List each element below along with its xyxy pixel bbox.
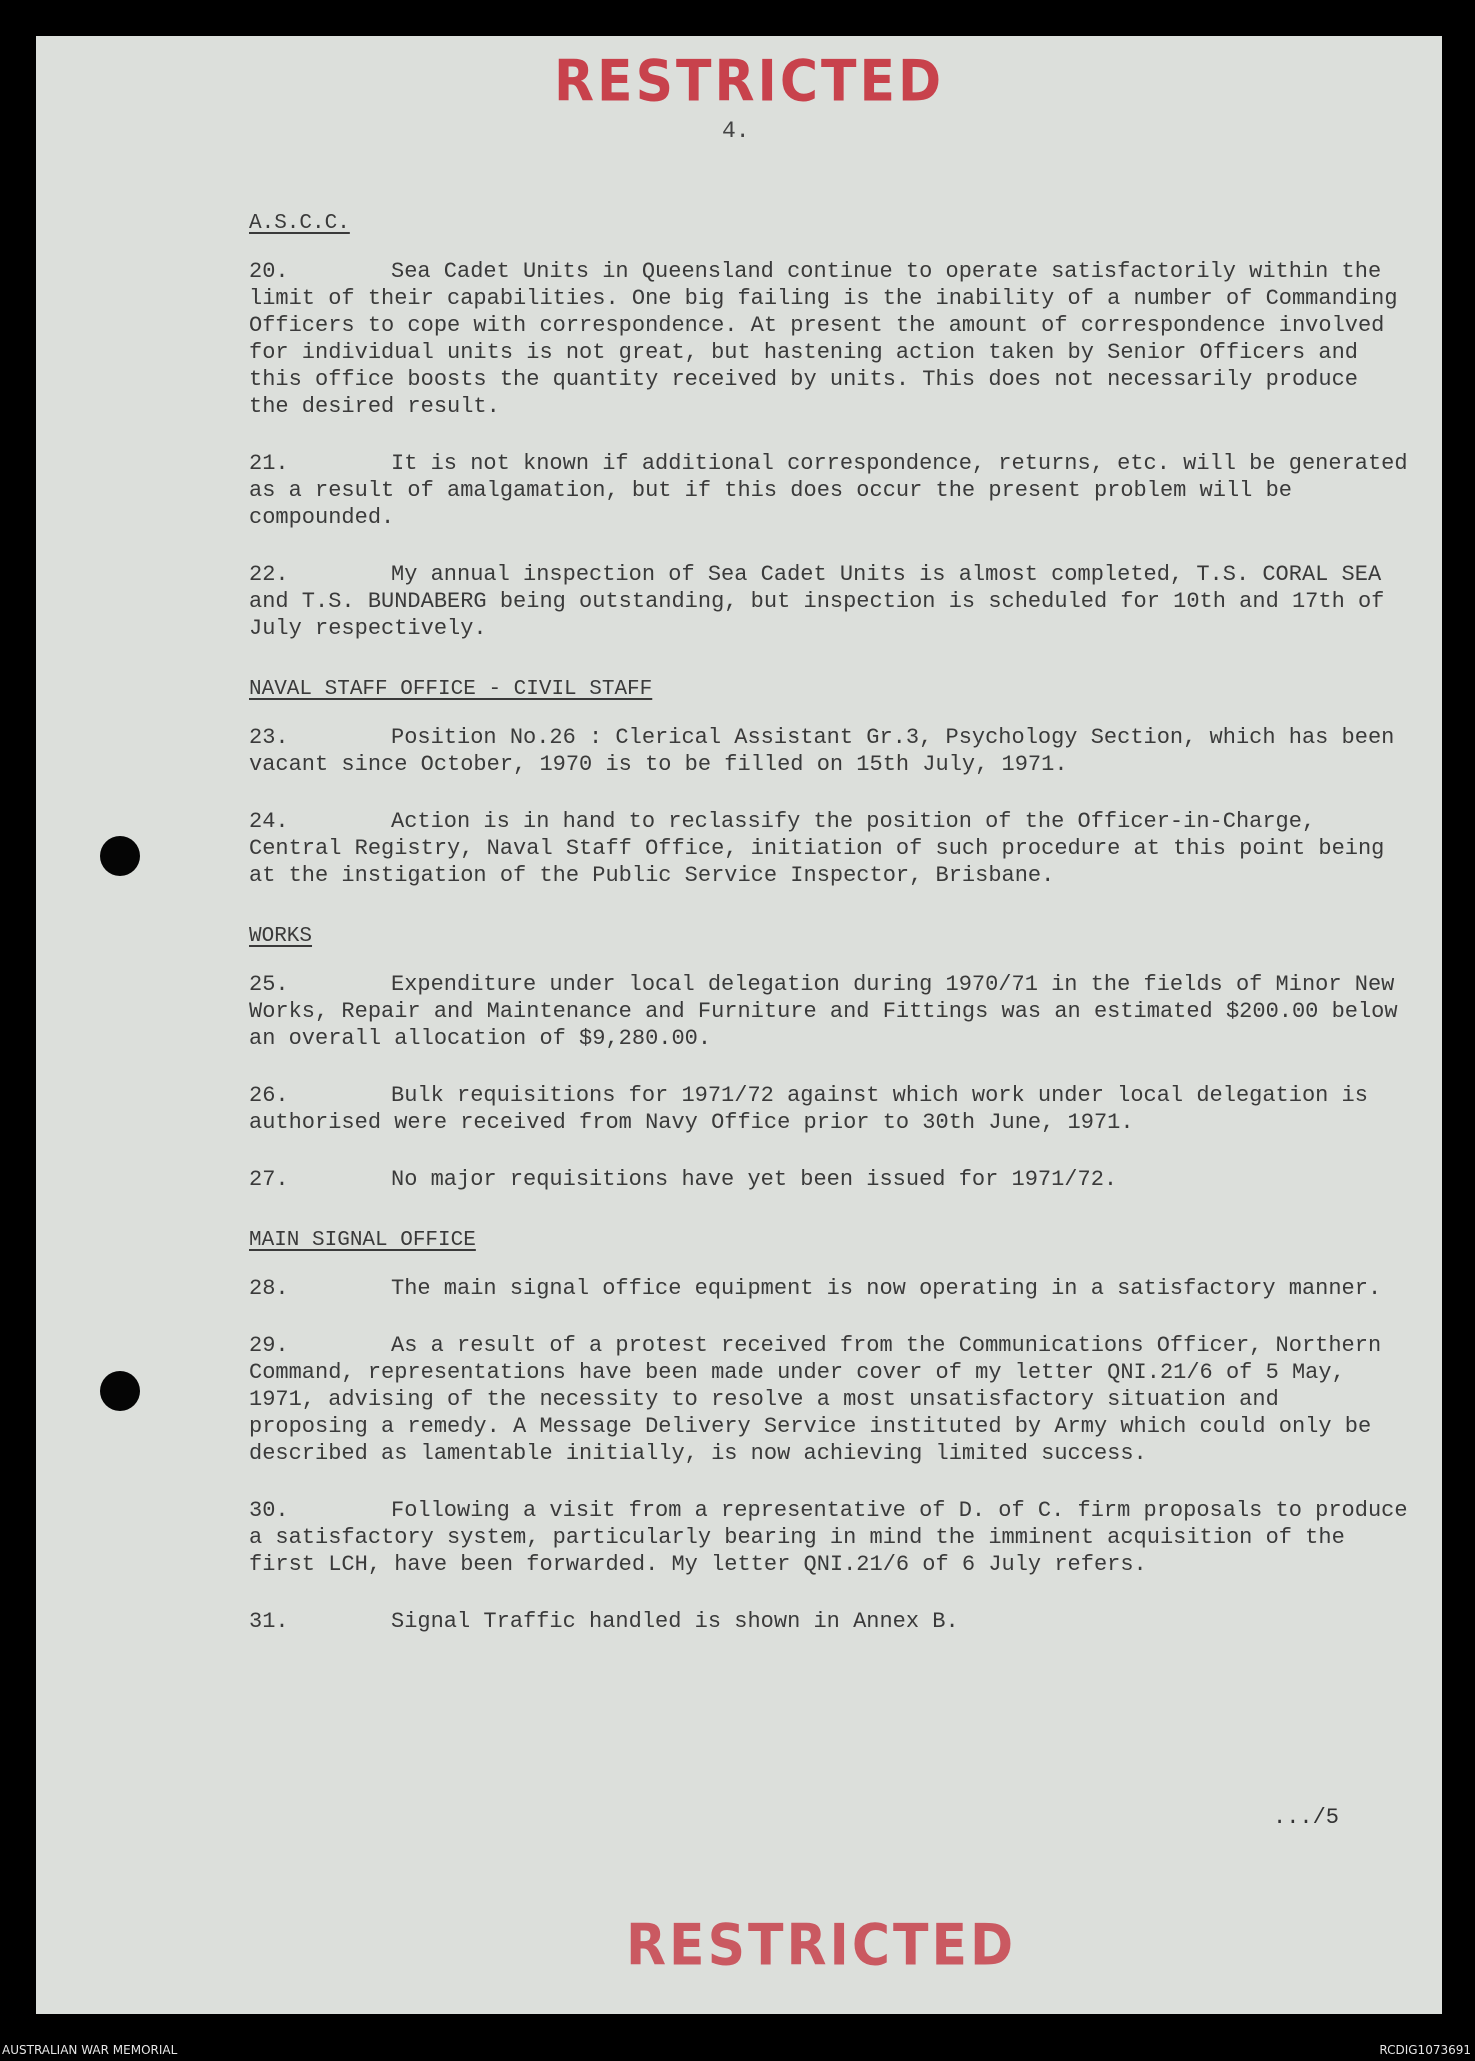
- paragraph-number: 27.: [249, 1167, 289, 1192]
- paragraph-number: 26.: [249, 1083, 289, 1108]
- numbered-paragraph: [249, 450, 1409, 531]
- paragraph-text: The main signal office equipment is now operating in a satisfactory manner.: [391, 1276, 1382, 1301]
- section-heading: WORKS: [249, 925, 313, 948]
- numbered-paragraph: [249, 1082, 1409, 1136]
- page-number: 4.: [722, 118, 750, 144]
- numbered-paragraph: [249, 1497, 1409, 1578]
- section-heading: NAVAL STAFF OFFICE - CIVIL STAFF: [249, 678, 653, 701]
- paragraph-text: Signal Traffic handled is shown in Annex B.: [391, 1609, 959, 1634]
- paragraph-text: Bulk requisitions for 1971/72 against which work under local delegation is authorised were received from Navy Office prior to 30th June, 1971.: [249, 1083, 1368, 1135]
- paragraph-number: 20.: [249, 259, 289, 284]
- paragraph-text: It is not known if additional correspondence, returns, etc. will be generated as a result of amalgamation, but if this does occur the present problem will be compounded.: [249, 451, 1408, 530]
- restricted-stamp-bottom: RESTRICTED: [626, 1913, 1017, 1979]
- paragraph-number: 24.: [249, 809, 289, 834]
- document-page: [36, 36, 1442, 2014]
- footer-record-id: RCDIG1073691: [1379, 2043, 1471, 2057]
- numbered-paragraph: [249, 1166, 1409, 1193]
- paragraph-text: As a result of a protest received from the Communications Officer, Northern Command, representations have been made under cover of my letter QNI.21/6 of 5 May, 1971, advising of the necessity to resolve a most unsatisfactory situation and proposing a remedy. A Message Delivery Service instituted by Army which could only be described as lamentable initially, is now achieving limited success.: [249, 1333, 1382, 1466]
- paragraph-text: Expenditure under local delegation during 1970/71 in the fields of Minor New Works, Repair and Maintenance and Furniture and Fittings was an estimated $200.00 below an overall allocation of $9,280.00.: [249, 972, 1398, 1051]
- paragraph-text: My annual inspection of Sea Cadet Units is almost completed, T.S. CORAL SEA and T.S. BUNDABERG being outstanding, but inspection is scheduled for 10th and 17th of July respectively.: [249, 562, 1385, 641]
- continuation-marker: .../5: [1273, 1805, 1340, 1830]
- restricted-stamp-top: RESTRICTED: [554, 49, 945, 115]
- paragraph-text: Action is in hand to reclassify the position of the Officer-in-Charge, Central Registry, Naval Staff Office, initiation of such procedure at this point being at the instigation of the Public Service Inspector, Brisbane.: [249, 809, 1385, 888]
- paragraph-number: 31.: [249, 1609, 289, 1634]
- paragraph-number: 22.: [249, 562, 289, 587]
- numbered-paragraph: [249, 1275, 1409, 1302]
- document-body: [249, 206, 1409, 1665]
- numbered-paragraph: [249, 1608, 1409, 1635]
- paragraph-number: 25.: [249, 972, 289, 997]
- numbered-paragraph: [249, 561, 1409, 642]
- paragraph-number: 30.: [249, 1498, 289, 1523]
- paragraph-number: 23.: [249, 725, 289, 750]
- paragraph-text: No major requisitions have yet been issued for 1971/72.: [391, 1167, 1118, 1192]
- paragraph-text: Following a visit from a representative of D. of C. firm proposals to produce a satisfactory system, particularly bearing in mind the imminent acquisition of the first LCH, have been forwarded. My letter QNI.21/6 of 6 July refers.: [249, 1498, 1408, 1577]
- section-heading: A.S.C.C.: [249, 212, 350, 235]
- footer-archive-name: AUSTRALIAN WAR MEMORIAL: [2, 2043, 178, 2057]
- numbered-paragraph: [249, 971, 1409, 1052]
- paragraph-number: 29.: [249, 1333, 289, 1358]
- punch-hole: [100, 1371, 140, 1411]
- paragraph-text: Position No.26 : Clerical Assistant Gr.3, Psychology Section, which has been vacant since October, 1970 is to be filled on 15th July, 1971.: [249, 725, 1395, 777]
- paragraph-number: 21.: [249, 451, 289, 476]
- section-heading: MAIN SIGNAL OFFICE: [249, 1229, 476, 1252]
- numbered-paragraph: [249, 258, 1409, 420]
- paragraph-number: 28.: [249, 1276, 289, 1301]
- paragraph-text: Sea Cadet Units in Queensland continue to operate satisfactorily within the limit of their capabilities. One big failing is the inability of a number of Commanding Officers to cope with correspondence. At present the amount of correspondence involved for individual units is not great, but hastening action taken by Senior Officers and this office boosts the quantity received by units. This does not necessarily produce the desired result.: [249, 259, 1398, 419]
- punch-hole: [100, 836, 140, 876]
- numbered-paragraph: [249, 724, 1409, 778]
- numbered-paragraph: [249, 808, 1409, 889]
- numbered-paragraph: [249, 1332, 1409, 1467]
